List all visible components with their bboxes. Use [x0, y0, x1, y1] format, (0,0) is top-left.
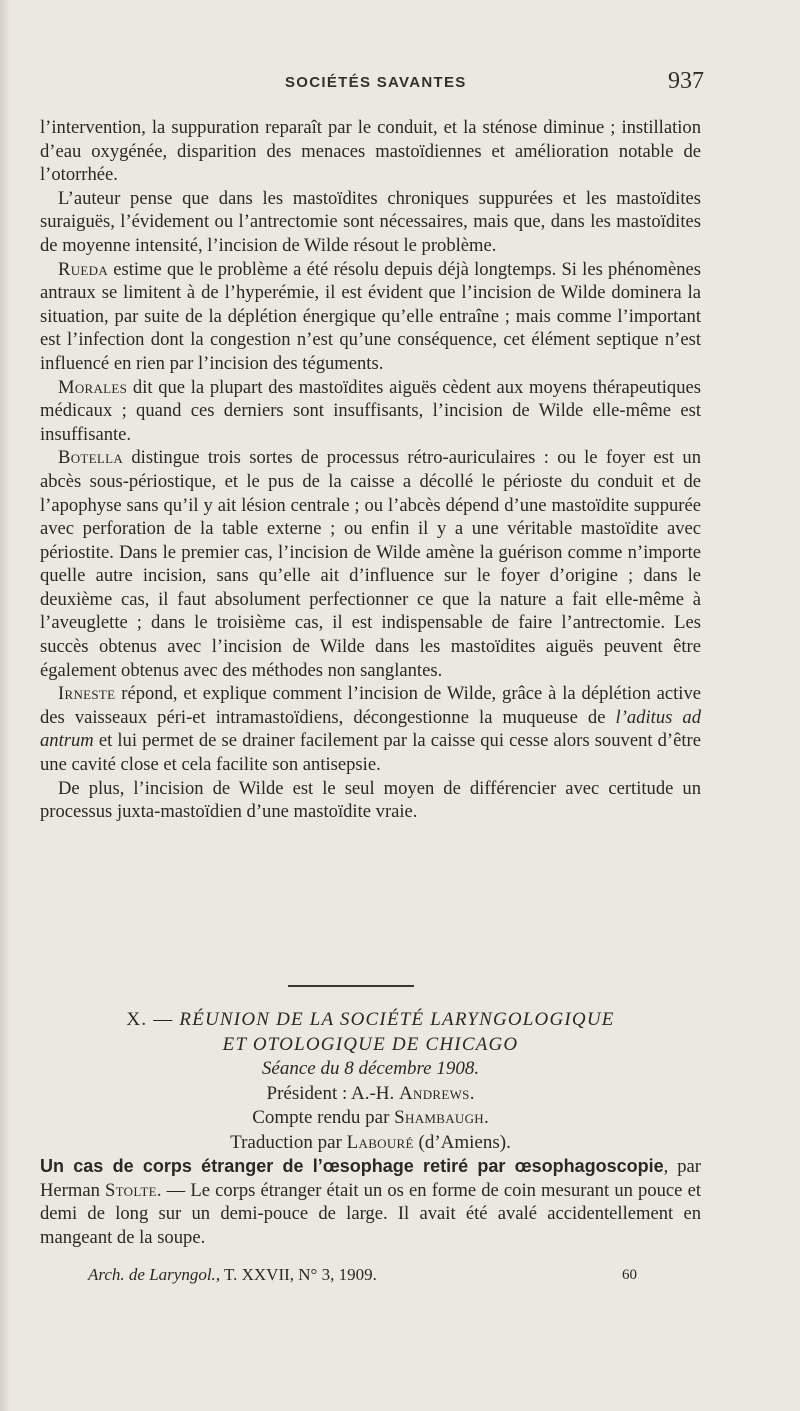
speaker-name: Irneste — [58, 683, 116, 705]
article — [40, 1155, 701, 1249]
paragraph-morales — [40, 376, 701, 447]
report-end: . — [484, 1107, 489, 1128]
journal-name: Arch. de Laryngol. — [88, 1265, 216, 1284]
paragraph-irneste — [40, 682, 701, 776]
paragraph-rueda — [40, 258, 701, 376]
president-end: . — [469, 1082, 475, 1104]
latin-term: l’aditus ad antrum — [40, 706, 701, 752]
speaker-name: Rueda — [58, 258, 109, 280]
article-title: Un cas de corps étranger de l’œsophage retiré par œsophagoscopie — [40, 1156, 664, 1176]
report-name: Shambaugh — [394, 1107, 484, 1128]
paragraph-text: distingue trois sortes de processus rétro-auriculaires : ou le foyer est un abcès sous-périostique, et le pus de la caisse a décollé le périoste du conduit et de l’apophyse sans qu’il y ait lésion centrale ; ou l’abcès dépend d’une mastoïdite suppurée avec perforation de la table externe ; ou enfin il y a une véritable mastoïdite avec périostite. Dans le premier cas, l’incision de Wilde amène la guérison comme n’importe quelle autre incision, sans qu’elle ait d’influence sur le foyer d’origine ; dans le deuxième cas, il faut absolument perfectionner ce que la nature a fait elle-même à l’aveuglette ; dans le troisième cas, il est indispensable de faire l’antrectomie. Les succès obtenus avec l’incision de Wilde dans les mastoïdites aiguës peuvent être également obtenus avec des méthodes non sanglantes. — [40, 447, 701, 681]
page-header — [0, 68, 800, 100]
section-title-line-1 — [40, 1008, 701, 1033]
translation-end: (d’Amiens). — [413, 1131, 511, 1153]
section-title: RÉUNION DE LA SOCIÉTÉ LARYNGOLOGIQUE — [179, 1009, 615, 1030]
article-by: , par Herman — [40, 1156, 701, 1201]
speaker-name: Morales — [58, 376, 128, 398]
article-body: . — Le corps étranger était un os en forme de coin mesurant un pouce et demi de long sur un demi-pouce de large. Il avait été avalé accidentellement en mangeant de la soupe. — [40, 1179, 701, 1248]
session-date: Séance du 8 décembre 1908. — [261, 1058, 480, 1079]
report-label: Compte rendu par — [252, 1107, 395, 1128]
president-line — [40, 1082, 701, 1107]
paragraph-text: et lui permet de se drainer facilement par la caisse qui cesse alors souvent d’être une cavité close et cela facilite son antisepsie. — [40, 730, 701, 776]
speaker-name: Botella — [58, 447, 124, 469]
section-divider — [288, 985, 414, 987]
section-title-line-2: ET OTOLOGIQUE DE CHICAGO — [222, 1033, 519, 1055]
paragraph-botella — [40, 446, 701, 682]
body-text — [40, 116, 701, 824]
journal-volume: , T. XXVII, N° 3, 1909. — [215, 1265, 377, 1284]
translation-label: Traduction par — [230, 1131, 347, 1153]
president-label: Président : A.-H. — [266, 1082, 399, 1104]
paragraph-7: De plus, l’incision de Wilde est le seul moyen de différencier avec certitude un processus juxta-mastoïdien d’une mastoïdite vraie. — [40, 777, 701, 823]
article-author: Stolte — [105, 1179, 157, 1201]
paragraph-text: répond, et explique comment l’incision de Wilde, grâce à la déplétion active des vaisseaux péri-et intramastoïdiens, décongestionne la muqueuse de — [40, 683, 701, 728]
running-title: SOCIÉTÉS SAVANTES — [285, 74, 467, 91]
translation-name: Labouré — [346, 1131, 414, 1153]
page-number: 937 — [668, 68, 704, 94]
section-number: X. — — [126, 1009, 180, 1030]
paragraph-1: l’intervention, la suppuration reparaît par le conduit, et la sténose diminue ; instillation d’eau oxygénée, disparition des menaces mastoïdiennes et amélioration notable de l’otorrhée. — [40, 117, 701, 186]
translation-line — [40, 1131, 701, 1156]
paragraph-text: dit que la plupart des mastoïdites aiguës cèdent aux moyens thérapeutiques médicaux ; quand ces derniers sont insuffisants, l’incision de Wilde elle-même est insuffisante. — [40, 376, 701, 445]
page-edge-shadow — [0, 0, 10, 1411]
footer-citation — [88, 1265, 688, 1285]
signature-mark: 60 — [622, 1267, 637, 1283]
report-line — [40, 1106, 701, 1131]
paragraph-2: L’auteur pense que dans les mastoïdites chroniques suppurées et les mastoïdites suraiguës, l’évidement ou l’antrectomie sont nécessaires, mais que, dans les mastoïdites de moyenne intensité, l’incision de Wilde résout le problème. — [40, 187, 701, 256]
president-name: Andrews — [399, 1082, 470, 1104]
paragraph-text: estime que le problème a été résolu depuis déjà longtemps. Si les phénomènes antraux se limitent à de l’hyperémie, il est évident que l’incision de Wilde dominera la situation, par suite de la déplétion énergique qu’elle entraîne ; mais comme l’important est l’infection dont la congestion n’est qu’une conséquence, cet élément septique n’est influencé en rien par l’incision des téguments. — [40, 258, 701, 374]
section-heading — [40, 1008, 701, 1155]
